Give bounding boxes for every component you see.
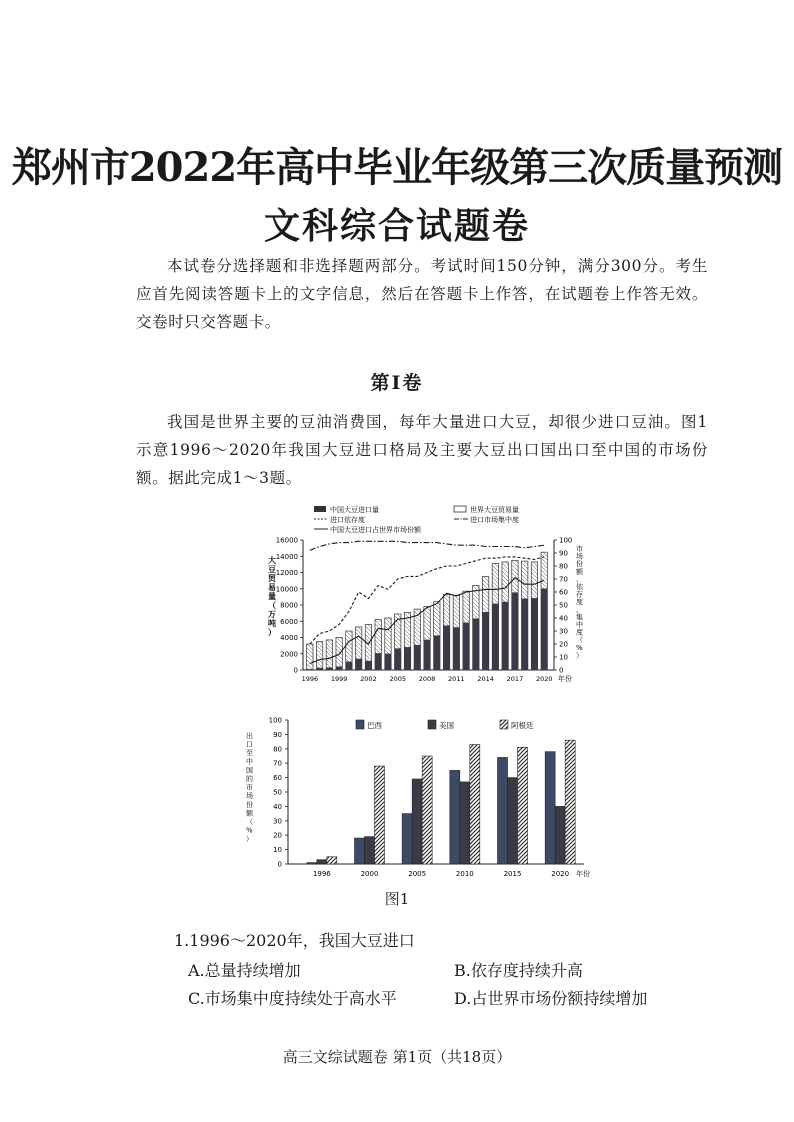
question-1-stem: 1.1996～2020年，我国大豆进口 (174, 931, 415, 950)
legend-label: 巴西 (367, 721, 382, 730)
bar-china-import (355, 659, 361, 670)
y-right-tick-label: 60 (559, 588, 568, 597)
bar-china-import (346, 662, 352, 670)
y-left-tick-label: 12000 (275, 569, 298, 577)
bar-argentina (327, 857, 337, 864)
y-axis-title-char: 市 (246, 783, 253, 792)
y-right-tick-label: 80 (559, 562, 568, 571)
y-tick-label: 80 (273, 745, 282, 754)
x-tick-label: 2002 (360, 675, 377, 683)
x-tick-label: 2008 (418, 675, 436, 683)
y-right-title-char: 份 (576, 560, 583, 569)
y-right-tick-label: 20 (559, 640, 568, 649)
legend-label: 阿根廷 (511, 721, 534, 730)
section-title: 第Ⅰ卷 (370, 372, 424, 394)
y-axis-title-char: 份 (246, 800, 253, 809)
y-left-tick-label: 8000 (280, 601, 298, 610)
bar-china-import (434, 635, 440, 670)
x-tick-label: 2010 (455, 870, 474, 878)
bar-china-import (365, 661, 371, 670)
exam-title-line1: 郑州市2022年高中毕业年级第三次质量预测 (11, 144, 783, 191)
y-axis-title-char: 中 (246, 757, 253, 766)
bar-argentina (375, 766, 385, 864)
y-left-title-char: 易 (268, 583, 276, 592)
y-right-tick-label: 70 (559, 575, 568, 584)
bar-usa (460, 782, 470, 864)
x-tick-label: 2000 (360, 870, 379, 878)
exam-instructions: 本试卷分选择题和非选择题两部分。考试时间150分钟，满分300分。考生应首先阅读答题卡上的文字信息，然后在答题卡上作答，在试题卷上作答无效。交卷时只交答题卡。 (136, 257, 708, 331)
bar-china-import (336, 667, 342, 670)
bar-china-import (307, 669, 313, 670)
bar-china-import (395, 648, 401, 670)
legend-swatch (356, 720, 364, 729)
y-right-tick-label: 100 (559, 536, 573, 545)
bar-china-import (512, 592, 518, 670)
legend-swatch-import (314, 506, 326, 512)
bar-brazil (545, 752, 555, 864)
bar-china-import (326, 667, 332, 670)
y-left-title-char: （ (268, 601, 276, 610)
bar-argentina (470, 744, 480, 864)
y-left-title-char: 贸 (268, 574, 276, 583)
y-tick-label: 70 (273, 759, 282, 768)
x-tick-label: 2020 (535, 675, 553, 683)
page-footer: 高三文综试题卷 第1页（共18页） (282, 1048, 512, 1066)
y-right-tick-label: 10 (559, 653, 568, 662)
question-passage: 我国是世界主要的豆油消费国，每年大量进口大豆，却很少进口豆油。图1示意1996～2020年我国大豆进口格局及主要大豆出口国出口至中国的市场份额。据此完成1～3题。 (136, 413, 708, 487)
y-right-title-char: （ (576, 636, 583, 645)
y-right-title-char: 存 (576, 590, 583, 599)
y-axis-title (246, 731, 254, 843)
bar-brazil (355, 838, 365, 864)
y-left-tick-label: 16000 (275, 536, 298, 545)
y-right-tick-label: 0 (559, 666, 564, 675)
bar-usa (508, 778, 518, 864)
bar-china-import (502, 602, 508, 670)
y-tick-label: 40 (273, 802, 282, 811)
x-tick-label: 1996 (312, 870, 331, 878)
soybean-import-chart (258, 503, 588, 693)
y-axis-title-char: 场 (246, 792, 253, 801)
bar-china-import (414, 645, 420, 670)
bar-china-import (541, 589, 547, 670)
y-left-title-char: ） (268, 628, 276, 637)
y-tick-label: 0 (277, 860, 282, 869)
bar-china-import (443, 625, 449, 670)
bar-china-import (531, 598, 537, 670)
figure-label: 图1 (384, 890, 410, 908)
y-right-title-char: 额 (576, 567, 583, 576)
bar-brazil (450, 770, 460, 864)
y-right-title-char: 、 (576, 575, 583, 584)
y-left-tick-label: 10000 (275, 585, 298, 594)
y-right-tick-label: 30 (559, 627, 568, 636)
y-left-tick-label: 4000 (280, 634, 298, 642)
y-axis-title-char: ） (246, 835, 253, 844)
y-axis-title-char: 出 (246, 732, 253, 740)
x-tick-label: 2014 (477, 675, 494, 683)
legend-label-share: 中国大豆进口占世界市场份额 (330, 526, 421, 534)
market-share-chart (238, 712, 598, 884)
y-right-title-char: 依 (576, 583, 583, 591)
legend-label-dependence: 进口依存度 (330, 516, 365, 524)
y-right-title-char: ） (576, 651, 583, 660)
y-axis-title-char: （ (246, 818, 253, 826)
exam-title-line2: 文科综合试题卷 (263, 205, 530, 247)
y-left-title (268, 555, 277, 637)
y-axis-title-char: % (246, 826, 253, 835)
bar-china-import (316, 668, 322, 670)
y-axis-title-char: 的 (246, 775, 253, 783)
y-left-tick-label: 6000 (280, 617, 298, 626)
x-tick-label: 2017 (506, 675, 524, 683)
y-tick-label: 50 (273, 788, 282, 797)
y-right-title-char: 场 (576, 552, 583, 561)
bar-china-import (473, 618, 479, 670)
y-right-title-char: 集 (576, 613, 583, 622)
bar-china-import (375, 653, 381, 670)
y-tick-label: 60 (273, 774, 282, 783)
y-axis-title-char: 额 (246, 809, 253, 818)
x-axis-title: 年份 (558, 675, 572, 683)
bar-china-import (404, 647, 410, 670)
x-tick-label: 2015 (503, 870, 522, 878)
bar-brazil (498, 757, 508, 864)
y-axis-title-char: 口 (246, 740, 253, 749)
y-left-tick-label: 2000 (280, 650, 298, 659)
y-tick-label: 20 (273, 831, 282, 840)
option-a: A.总量持续增加 (188, 961, 301, 980)
y-tick-label: 100 (268, 716, 282, 725)
bar-china-import (385, 654, 391, 670)
y-left-title-char: 豆 (268, 565, 276, 574)
y-left-title-char: 万 (268, 610, 276, 619)
legend-label-concentration: 进口市场集中度 (470, 516, 519, 524)
bar-usa (317, 860, 327, 864)
bar-usa (365, 837, 375, 864)
bar-china-import (522, 599, 528, 671)
bar-world-trade (326, 640, 332, 670)
legend-swatch (500, 720, 508, 729)
y-left-title-char: 大 (268, 556, 276, 565)
y-axis-title-char: 国 (246, 766, 253, 775)
bar-china-import (482, 612, 488, 670)
y-right-title-char: 度 (576, 628, 583, 637)
bar-china-import (453, 627, 459, 670)
bar-china-import (492, 604, 498, 670)
y-right-title-char: 、 (576, 605, 583, 614)
y-axis-title-char: 至 (246, 749, 253, 758)
bar-brazil (307, 863, 317, 864)
legend-swatch-world (454, 506, 466, 512)
legend-swatch (428, 720, 436, 729)
x-tick-label: 1999 (330, 675, 348, 683)
option-d: D.占世界市场份额持续增加 (454, 989, 648, 1008)
y-left-title-char: 吨 (268, 619, 276, 628)
y-tick-label: 90 (273, 730, 282, 739)
bar-china-import (463, 623, 469, 670)
y-right-tick-label: 90 (559, 549, 568, 558)
y-right-title (576, 544, 584, 659)
y-right-title-char: % (576, 643, 583, 652)
x-tick-label: 2020 (551, 870, 570, 878)
option-b: B.依存度持续升高 (454, 961, 583, 980)
y-left-title-char: 量 (268, 592, 276, 601)
y-right-tick-label: 50 (559, 601, 568, 610)
y-right-title-char: 市 (576, 545, 583, 553)
x-tick-label: 1996 (301, 675, 319, 683)
y-right-tick-label: 40 (559, 614, 568, 623)
bar-usa (412, 779, 422, 864)
line-concentration (310, 541, 544, 550)
x-axis-title: 年份 (576, 870, 590, 878)
option-c: C.市场集中度持续处于高水平 (188, 989, 397, 1008)
bar-china-import (424, 640, 430, 670)
bar-usa (555, 806, 565, 864)
x-tick-label: 2011 (448, 675, 465, 683)
legend-label-world: 世界大豆贸易量 (470, 506, 519, 514)
y-left-tick-label: 0 (293, 666, 298, 675)
bar-world-trade (316, 642, 322, 670)
y-right-title-char: 中 (576, 621, 583, 629)
bar-argentina (518, 747, 528, 864)
bar-argentina (565, 740, 575, 864)
y-tick-label: 30 (273, 817, 282, 826)
x-tick-label: 2005 (389, 675, 407, 683)
bar-world-trade (307, 644, 313, 670)
legend-label-import: 中国大豆进口量 (330, 506, 379, 514)
y-right-title-char: 度 (576, 598, 583, 607)
y-left-tick-label: 14000 (275, 552, 298, 561)
bar-brazil (402, 814, 412, 864)
y-tick-label: 10 (273, 846, 282, 855)
bar-argentina (422, 756, 432, 864)
x-tick-label: 2005 (408, 870, 427, 878)
legend-label: 美国 (439, 721, 454, 730)
